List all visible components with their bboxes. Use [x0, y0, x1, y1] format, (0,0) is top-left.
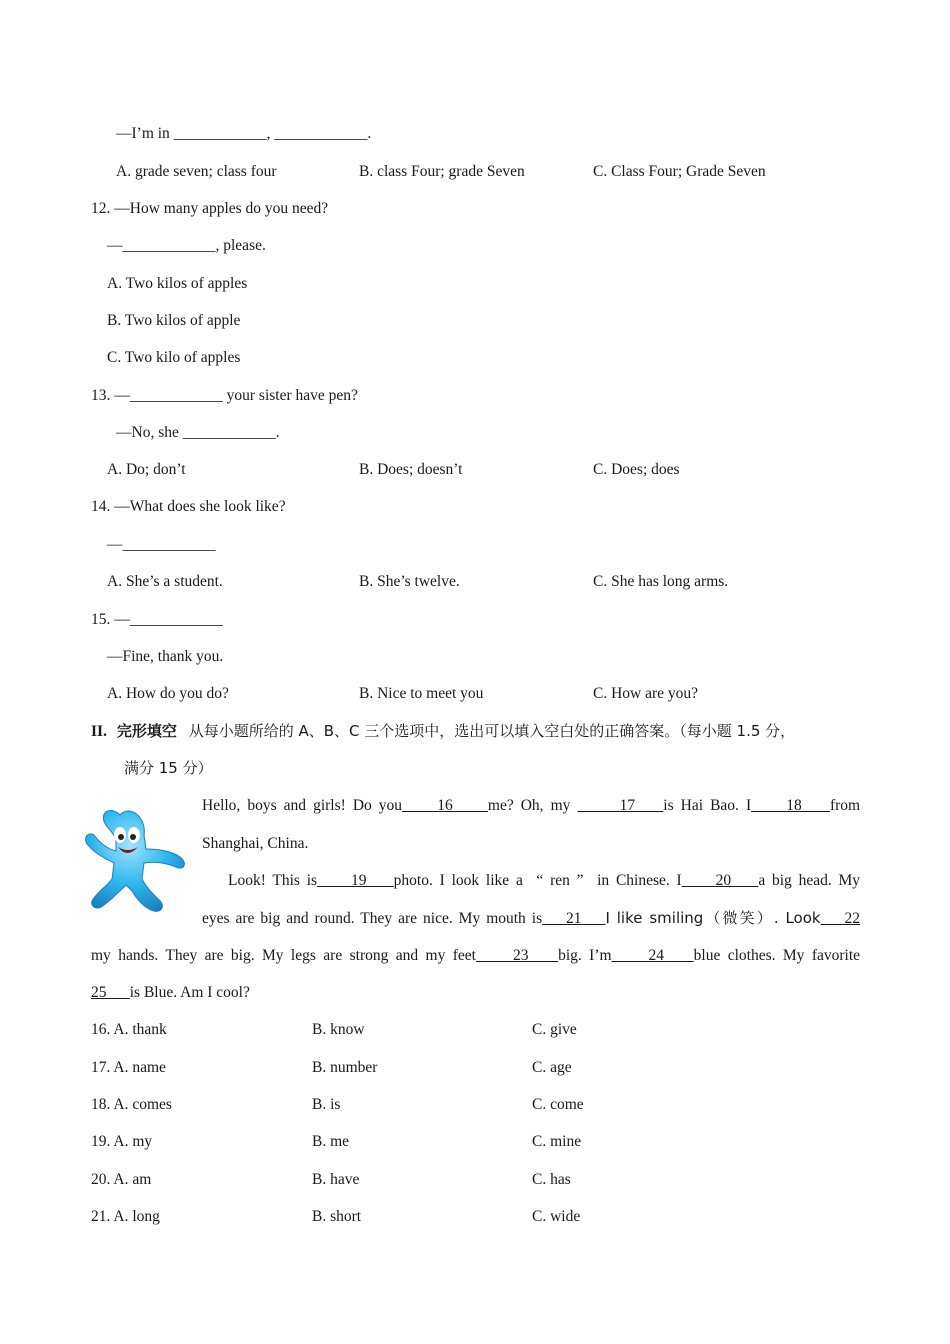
passage-line-2: Shanghai, China.: [202, 835, 309, 852]
passage-text: eyes are big and round. They are nice. My mouth is: [202, 910, 543, 927]
cloze-19-option-a: 19. A. my: [91, 1133, 153, 1150]
passage-text: is Hai Bao. I: [663, 797, 752, 814]
cloze-18-option-b: B. is: [312, 1096, 341, 1113]
q15-option-b: B. Nice to meet you: [359, 685, 484, 702]
passage-text: photo. I look like a “ ren ” in Chinese. I: [393, 872, 682, 889]
blank-25: 25: [91, 984, 107, 1001]
cloze-18-option-a: 18. A. comes: [91, 1096, 172, 1113]
passage-line-3: [228, 871, 860, 891]
q11-option-c: C. Class Four; Grade Seven: [593, 163, 766, 180]
q12-option-b: B. Two kilos of apple: [107, 312, 241, 329]
q14-option-a: A. She’s a student.: [107, 573, 223, 590]
section-heading: [91, 721, 795, 742]
cloze-20-option-c: C. has: [532, 1171, 571, 1188]
q12-stem: 12. —How many apples do you need?: [91, 200, 329, 217]
blank-23: 23: [512, 947, 529, 964]
cloze-21-option-a: 21. A. long: [91, 1208, 160, 1225]
q14-option-c: C. She has long arms.: [593, 573, 729, 590]
q11-option-b: B. class Four; grade Seven: [359, 163, 525, 180]
passage-line-6: [91, 983, 250, 1003]
cloze-21-option-c: C. wide: [532, 1208, 581, 1225]
cloze-17-option-a: 17. A. name: [91, 1059, 166, 1076]
cloze-21-option-b: B. short: [312, 1208, 362, 1225]
section-title: 完形填空: [116, 722, 177, 740]
q12-option-c: C. Two kilo of apples: [107, 349, 241, 366]
passage-line-5: [91, 946, 860, 966]
blank-18: 18: [786, 797, 802, 814]
passage-text: is Blue. Am I cool?: [129, 984, 250, 1001]
cloze-19-option-c: C. mine: [532, 1133, 582, 1150]
blank-22: 22: [844, 910, 861, 927]
cloze-17-option-b: B. number: [312, 1059, 378, 1076]
q13-option-c: C. Does; does: [593, 461, 680, 478]
cloze-16-option-b: B. know: [312, 1021, 365, 1038]
passage-text: big. I’m: [558, 947, 612, 964]
blank-20: 20: [715, 872, 732, 889]
passage-text: Hello, boys and girls! Do you: [202, 797, 403, 814]
q12-answer-line: —____________, please.: [107, 237, 266, 254]
passage-text: my hands. They are big. My legs are strong and my feet: [91, 947, 476, 964]
q11-answer-line: —I’m in ____________, ____________.: [116, 125, 372, 142]
cloze-20-option-a: 20. A. am: [91, 1171, 152, 1188]
passage-text: I like smiling（微笑）. Look: [605, 909, 821, 927]
q13-option-a: A. Do; don’t: [107, 461, 186, 478]
q11-option-a: A. grade seven; class four: [116, 163, 277, 180]
q13-option-b: B. Does; doesn’t: [359, 461, 463, 478]
q15-option-c: C. How are you?: [593, 685, 699, 702]
cloze-19-option-b: B. me: [312, 1133, 350, 1150]
passage-text: blue clothes. My favorite: [693, 947, 861, 964]
cloze-16-option-a: 16. A. thank: [91, 1021, 167, 1038]
blank-24: 24: [648, 947, 665, 964]
section-instruction-cont: 满分 15 分）: [124, 759, 213, 777]
passage-line-1: [202, 796, 860, 816]
blank-19: 19: [351, 872, 367, 889]
section-number: II.: [91, 723, 107, 740]
passage-line-4: [202, 908, 860, 929]
cloze-20-option-b: B. have: [312, 1171, 360, 1188]
section-instruction: 从每小题所给的 A、B、C 三个选项中，选出可以填入空白处的正确答案。（每小题 1.5 分，: [188, 722, 796, 740]
q14-stem: 14. —What does she look like?: [91, 498, 286, 515]
q13-stem: 13. —____________ your sister have pen?: [91, 387, 358, 404]
q15-option-a: A. How do you do?: [107, 685, 229, 702]
passage-text: from: [829, 797, 861, 814]
passage-text: a big head. My: [758, 872, 861, 889]
q15-stem: 15. —____________: [91, 611, 223, 628]
cloze-18-option-c: C. come: [532, 1096, 584, 1113]
q12-option-a: A. Two kilos of apples: [107, 275, 248, 292]
q14-answer-line: —____________: [107, 536, 216, 553]
q15-answer-line: —Fine, thank you.: [107, 648, 224, 665]
q14-option-b: B. She’s twelve.: [359, 573, 460, 590]
hai-bao-mascot-image: [80, 805, 188, 915]
cloze-17-option-c: C. age: [532, 1059, 572, 1076]
blank-17: 17: [619, 797, 636, 814]
cloze-16-option-c: C. give: [532, 1021, 577, 1038]
passage-text: me? Oh, my: [487, 797, 571, 814]
q13-answer-line: —No, she ____________.: [116, 424, 280, 441]
blank-16: 16: [437, 797, 453, 814]
blank-21: 21: [566, 910, 582, 927]
passage-text: Look! This is: [228, 872, 318, 889]
